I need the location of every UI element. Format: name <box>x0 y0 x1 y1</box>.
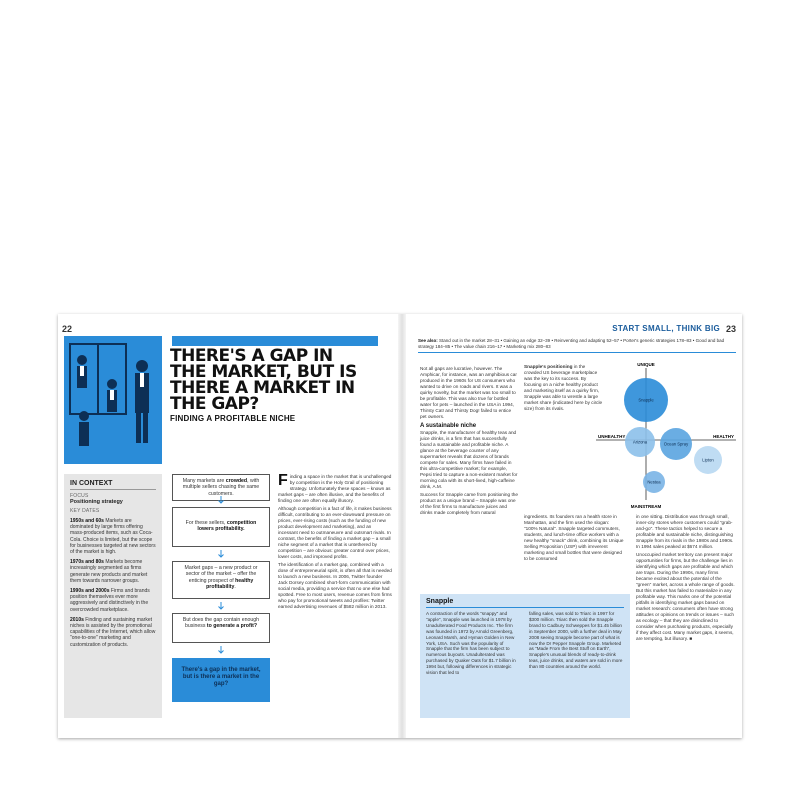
key-date: 1990s and 2000s Firms and brands position themselves ever more aggressively and distinctively in the overcrowded marketplace. <box>70 588 150 613</box>
arrow-down-icon <box>218 646 224 654</box>
paragraph: Snapple, the manufacturer of healthy teas and juice drinks, is a firm that has successfully found a sustainable and profitable niche. A glance at the beverage counter of any supermarket reveals that dozens of brands compete for sales. Many firms have failed in this ultra-competitive market; for example, Pepsi tried to capture a non-existent market for morning cola with its short-lived, high-caffeine drink, A.M. <box>420 430 518 489</box>
snapple-column-2: falling sales, was sold to Triarc in 1997 for $300 million. Triarc then sold the Snapple brand to Cadbury Schweppes for $1.45 billion in September 2000, with a further deal in May 2008 seeing Snapple become part of what is now the Dr Pepper Snapple Group. Marketed as "Made From the Best Stuff on Earth", Snapple's unusual blends of ready-to-drink teas, juice drinks, and waters are sold in more than 80 countries around the world. <box>529 611 623 670</box>
drop-cap: F <box>278 472 288 489</box>
key-date: 1950s and 60s Markets are dominated by large firms offering mass-produced items, such as Coca-Cola. Choice is limited, but the scope for businesses targeted at new sectors of the market is high. <box>70 518 156 556</box>
axis-label-bottom: MAINSTREAM <box>630 504 662 509</box>
body-column-4 <box>636 514 736 644</box>
body-column-3 <box>524 514 624 564</box>
title-accent-bar <box>172 336 378 346</box>
focus-label: FOCUS <box>70 493 89 499</box>
flow-box-crowded: Many markets are crowded, with multiple sellers chasing the same customers. <box>172 474 270 501</box>
book-spread <box>58 314 742 738</box>
focus-value: Positioning strategy <box>70 499 123 505</box>
paragraph: Not all gaps are lucrative, however. The Amphicar, for instance, was an amphibious car produced in the 1960s for US consumers who wanted to drive on roads and rivers. It was a quirky novelty, but the market was too small to be profitable. This was also true for bottled water for pets – launched in the USA in 1994, Thirsty Cat! and Thirsty Dog! failed to entice pet owners. <box>420 366 517 419</box>
businessmen-illustration <box>64 336 162 464</box>
paragraph: Unoccupied market territory can present major opportunities for firms, but the challenge lies in identifying which gaps are profitable and which are traps. During the 1990s, many firms became excited about the potential of the "green" market, across a whole range of goods. But this market has failed to materialize in any profitable way. This marks one of the potential pitfalls in identifying market gaps based on market research: consumers often have strong attitudes or opinions on trends or issues – such as ecology – that they are disinclined to consider when purchasing products, especially if they affect cost. Many market gaps, it seems, are tempting, but illusory. ■ <box>636 552 735 641</box>
paragraph: ingredients. Its founders ran a health store in Manhattan, and the firm used the slogan: "100% Natural". Snapple targeted commuters, students, and lunch-time office workers with a new healthy "snack" drink, combining its Unique Selling Proposition (USP) with irreverent marketing and small bottles that were designed to be consumed <box>524 514 624 561</box>
chart-caption: Snapple's positioning in the crowded US beverage marketplace was the key to its success. By focusing on a niche healthy product and marketing itself as a quirky firm, Snapple was able to wrestle a large market share (indicated here by circle size) from its rivals. <box>524 364 603 411</box>
flow-box-profit-question: But does the gap contain enough business to generate a profit? <box>172 613 270 643</box>
in-context-heading: IN CONTEXT <box>70 480 156 490</box>
arrow-down-icon <box>218 602 224 610</box>
arrow-down-icon <box>218 496 224 504</box>
key-date: 2010s Finding and sustaining market niches is assisted by the promotional capabilities of the Internet, which allow "one-to-one" marketing and customization of products. <box>70 616 156 648</box>
page-number-left: 22 <box>62 324 73 334</box>
paragraph: in one sitting. Distribution was through small, inner-city stores where customers could "grab-and-go". These tactics helped to secure a profitable and sustainable niche, distinguishing Snapple from its rivals in the 1980s and 1990s. In 1994 sales peaked at $674 million. <box>636 514 734 549</box>
positioning-chart <box>596 360 736 510</box>
bubble-label: Arizona <box>632 439 648 445</box>
body-column-2 <box>420 366 518 518</box>
key-dates-label: KEY DATES <box>70 508 100 514</box>
page-number-right: 23 <box>725 324 736 334</box>
axis-label-right: HEALTHY <box>713 434 734 439</box>
key-date: 1970s and 80s Markets become increasingly segmented as firms generate new products and market them towards narrower groups. <box>70 559 148 584</box>
flow-box-market-gaps: Market gaps – a new product or sector of the market – offer the enticing prospect of healthy profitability. <box>172 561 270 599</box>
paragraph: Finding a space in the market that is unchallenged by competition is the Holy Grail of positioning strategy. Unfortunately these spaces – known as market gaps – are often illusive, and the benefits of finding one are often equally illusory. <box>278 472 392 503</box>
in-context-sidebar <box>64 474 162 718</box>
bubble-label: Ocean Spray <box>663 441 689 447</box>
bubble-label: Lipton <box>702 457 714 463</box>
book-gutter <box>398 314 406 738</box>
bubble-label: Nestea <box>647 479 661 485</box>
page-subtitle: FINDING A PROFITABLE NICHE <box>170 414 296 423</box>
flow-box-conclusion: There's a gap in the market, but is there a market in the gap? <box>172 658 270 702</box>
paragraph: The identification of a market gap, combined with a dose of entrepreneurial spirit, is often all that is needed to launch a new business. In 2006, Twitter founder Jack Dorsey combined short-form communication with social media, providing a service that no one else had spotted. Free to most users, revenue comes from firms who pay for promotional tweets and profiles: Twitter earned advertising revenues of $582 million in 2013. <box>278 562 392 609</box>
running-head: START SMALL, THINK BIG <box>612 324 720 333</box>
snapple-profile-box <box>420 594 630 718</box>
paragraph: Although competition is a fact of life, it makes business difficult, contributing to an ever-downward pressure on prices, ever-rising costs (such as the funding of new product development and marketing), and an incessant need to outmaneuvre and outsmart rivals. In contrast, the benefits of finding a market gap – a small niche segment of a market that is untethered by competition – are obvious: greater control over prices, lower costs, and improved profits. <box>278 506 392 559</box>
body-column-1 <box>278 474 392 612</box>
axis-label-left: UNHEALTHY <box>598 434 626 439</box>
page-title: THERE'S A GAP IN THE MARKET, BUT IS THERE A MARKET IN THE GAP? <box>170 346 357 414</box>
snapple-column-1: A contraction of the words "snappy" and "apple", Snapple was launched in 1978 by Unadulterated Food Products Inc. The firm was founded in 1972 by Arnold Greenberg, Leonard Marsh, and Hyman Golden in New York, USA. Such was the popularity of Snapple that the firm has been subject to numerous buyouts. Unadulterated was purchased by Quaker Oats for $1.7 billion in 1994 but, following differences in strategic vision that led to <box>426 611 516 676</box>
bubble-label: Snapple <box>638 397 654 403</box>
arrow-down-icon <box>218 550 224 558</box>
flow-box-competition: For these sellers, competition lowers profitability. <box>172 507 270 547</box>
section-subhead: A sustainable niche <box>420 423 477 429</box>
bubble-group <box>624 378 722 493</box>
snapple-box-title: Snapple <box>426 598 624 608</box>
positioning-chart-svg <box>596 360 736 510</box>
axis-label-top: UNIQUE <box>637 362 655 367</box>
see-also-bar: See also: Stand out in the market 28–31 • Gaining an edge 32–39 • Reinventing and adapting 52–57 • Porter's generic strategies 178–83 • Good and bad strategy 184–85 • The value chain 216–17 • Marketing mix 280–83 <box>418 338 736 353</box>
paragraph: Success for Snapple came from positioning the product as a unique brand – Snapple was one of the first firms to manufacture juices and drinks made completely from natural <box>420 492 518 515</box>
businessmen-icon <box>64 336 162 464</box>
